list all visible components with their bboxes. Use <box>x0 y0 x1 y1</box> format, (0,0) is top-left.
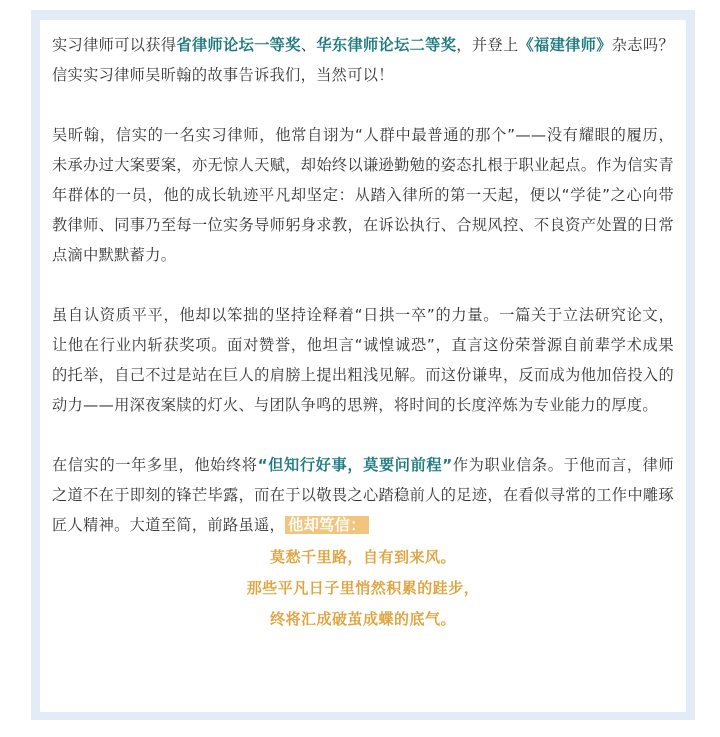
magazine-title: 《福建律师》 <box>518 36 612 54</box>
award-provincial: 省律师论坛一等奖 <box>176 36 301 54</box>
motto-text-2: 作为职业信条。于他而言，律师之道不在于即刻的锋芒毕露，而在于以敬畏之心踏稳前人的足迹，在看似寻常的工作中雕琢匠人精神。大道至简，前路虽遥， <box>52 456 674 534</box>
motto-text-1: 在信实的一年多里，他始终将 <box>52 456 258 474</box>
article-content <box>52 30 674 635</box>
motto-paragraph <box>52 450 674 540</box>
profile-paragraph: 吴昕翰，信实的一名实习律师，他常自诩为“人群中最普通的那个”——没有耀眼的履历，未承办过大案要案，亦无惊人天赋，却始终以谦逊勤勉的姿态扎根于职业起点。作为信实青年群体的一员，他的成长轨迹平凡却坚定：从踏入律所的第一天起，便以“学徒”之心向带教律师、同事乃至每一位实务导师躬身求教，在诉讼执行、合规风控、不良资产处置的日常点滴中默默蓄力。 <box>52 126 674 264</box>
belief-highlight: 他却笃信： <box>285 516 369 534</box>
intro-text-2: 、 <box>300 36 317 54</box>
intro-paragraph <box>52 30 674 90</box>
poem-line-3: 终将汇成破茧成蝶的底气。 <box>269 610 456 628</box>
poem-line-1: 莫愁千里路，自有到来风。 <box>269 548 456 566</box>
intro-text-3: ，并登上 <box>456 36 519 54</box>
achievement-paragraph: 虽自认资质平平，他却以笨拙的坚持诠释着“日拱一卒”的力量。一篇关于立法研究论文，让他在行业内斩获奖项。面对赞誉，他坦言“诚惶诚恐”，直言这份荣誉源自前辈学术成果的托举，自己不过是站在巨人的肩膀上提出粗浅见解。而这份谦卑，反而成为他加倍投入的动力——用深夜案牍的灯火、与团队争鸣的思辨，将时间的长度淬炼为专业能力的厚度。 <box>52 306 674 414</box>
poem-line-2: 那些平凡日子里悄然积累的跬步， <box>246 579 480 597</box>
article-card <box>40 20 686 712</box>
motto-quote: “但知行好事，莫要问前程” <box>257 456 453 474</box>
intro-text-1: 实习律师可以获得 <box>52 36 177 54</box>
intro-text-4: 杂志吗？信实实习律师吴昕翰的故事告诉我们，当然可以！ <box>52 36 674 84</box>
award-east-china: 华东律师论坛二等奖 <box>316 36 457 54</box>
poem-block <box>52 542 674 635</box>
